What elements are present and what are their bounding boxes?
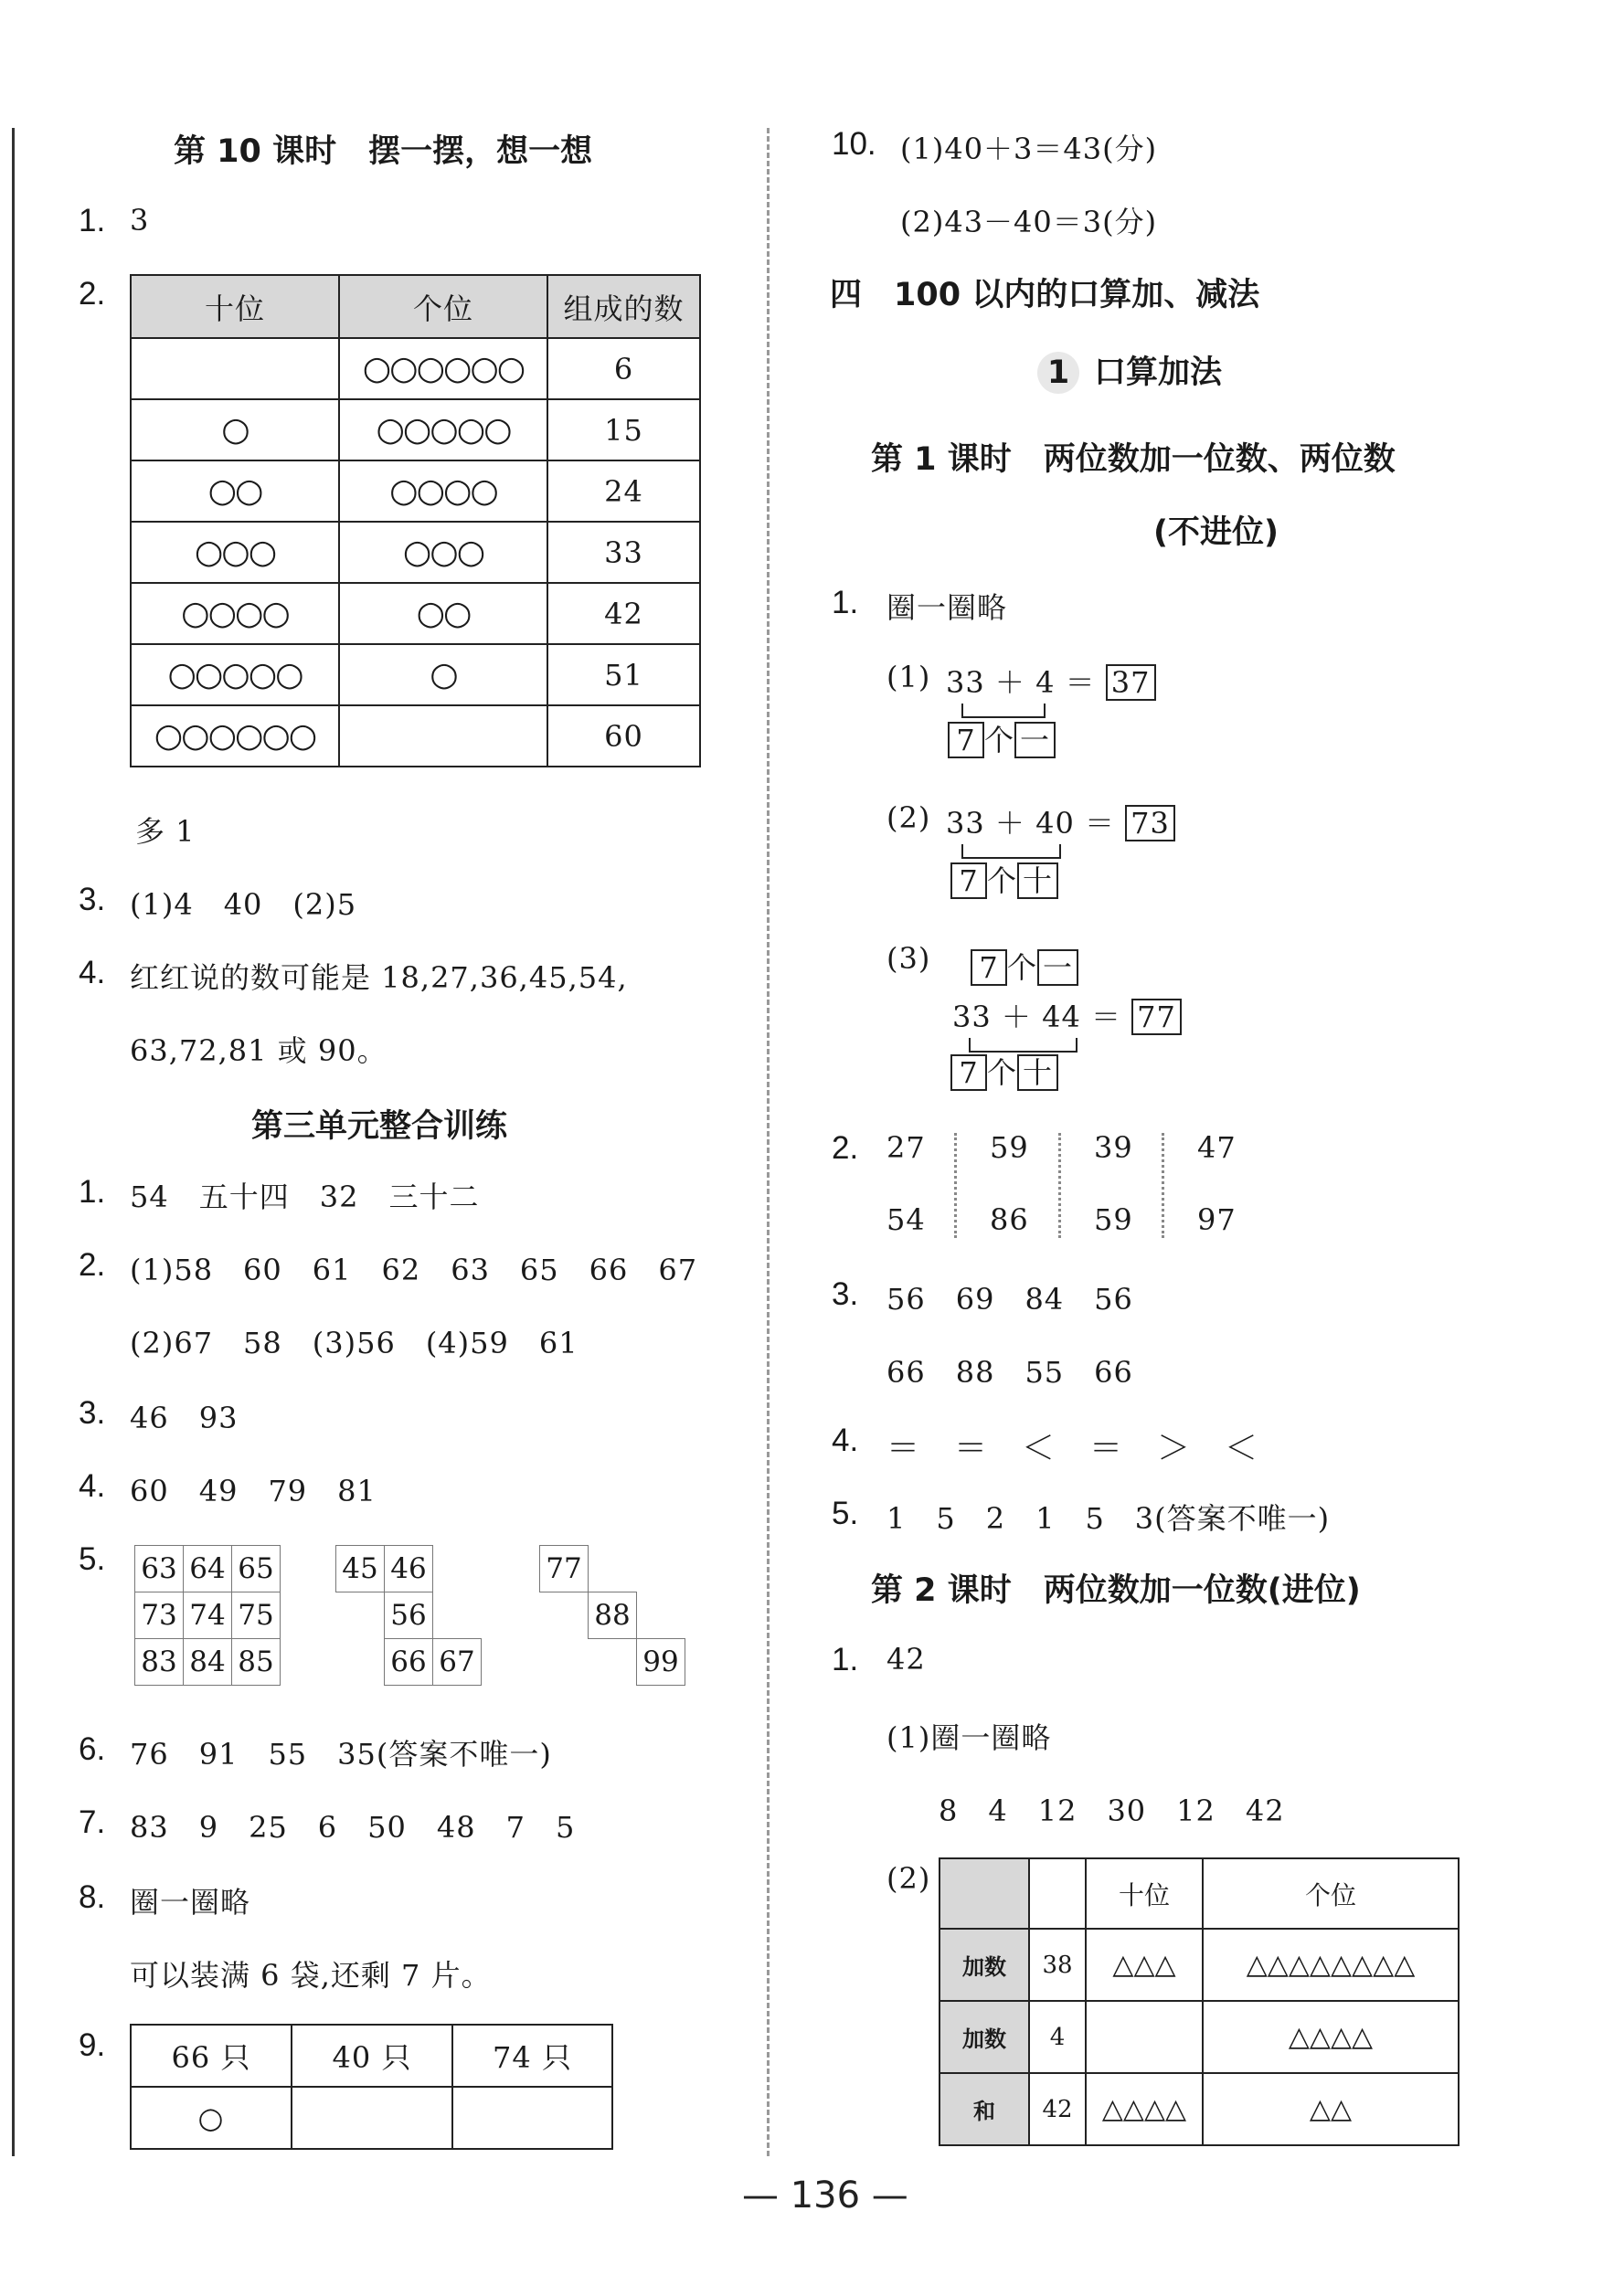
r3-line1: 56 69 84 56 [886, 1282, 1133, 1317]
u3-number: 3. [79, 1395, 106, 1431]
r2-cell: 27 [886, 1130, 926, 1165]
u1-answer: 54 五十四 32 三十二 [130, 1180, 480, 1214]
ones-cell: ○○○ [339, 522, 547, 583]
grid-cell: 88 [589, 1592, 637, 1639]
r1-p3-equation [952, 994, 1182, 1036]
tens-cell: ○○○○○ [131, 644, 339, 705]
tens-cell: ○○○○ [131, 583, 339, 644]
grid-cell: 63 [135, 1546, 184, 1592]
grid-cell: 99 [637, 1639, 685, 1686]
q3-number: 3. [79, 882, 106, 917]
bird-table-header: 66 只 [131, 2025, 292, 2087]
s1-number: 1. [832, 1642, 859, 1677]
ones-cell [339, 705, 547, 767]
q10-number: 10. [832, 126, 876, 162]
plus-sign: ＋ [1001, 1000, 1032, 1034]
grid-cell: 65 [232, 1546, 281, 1592]
place-value-row [131, 460, 700, 522]
digit-box: 十 [1017, 862, 1058, 899]
plus-sign: ＋ [994, 665, 1025, 700]
lesson1-heading: 第 1 课时 两位数加一位数、两位数 [871, 441, 1396, 478]
place-value-row [131, 644, 700, 705]
u8-line1: 圈一圈略 [130, 1885, 251, 1920]
r2-cell: 54 [886, 1202, 926, 1237]
dotted-separator [954, 1133, 957, 1238]
section-title: 口算加法 [1094, 354, 1223, 391]
chapter-heading: 四 100 以内的口算加、减法 [830, 277, 1260, 313]
r5-number: 5. [832, 1496, 859, 1531]
q4-line1: 红红说的数可能是 18,27,36,45,54, [130, 960, 628, 995]
r3-number: 3. [832, 1276, 859, 1312]
tens-triangles [1086, 2001, 1203, 2073]
r2-cell: 97 [1197, 1202, 1237, 1237]
triangle-row [940, 1929, 1459, 2001]
digit-box: 7 [948, 722, 984, 758]
u8-line2: 可以装满 6 袋,还剩 7 片。 [130, 1958, 492, 1993]
r1-number: 1. [832, 585, 859, 620]
digit-box: 7 [950, 1054, 987, 1091]
q4-number: 4. [79, 955, 106, 990]
addend: 44 [1042, 1000, 1081, 1034]
ones-cell: ○○○○○○ [339, 338, 547, 399]
r1-p1-label: (1) [886, 660, 931, 694]
addend: 33 [946, 665, 985, 700]
r2-cell: 39 [1094, 1130, 1133, 1165]
r1-p2-equation [946, 800, 1175, 842]
r1-p2-breakdown [950, 858, 1058, 900]
u4-answer: 60 49 79 81 [130, 1474, 377, 1508]
grid-cell: 85 [232, 1639, 281, 1686]
grid-cell: 45 [336, 1546, 385, 1592]
r1-p1-equation [946, 660, 1156, 702]
tri-header [1029, 1858, 1086, 1929]
bracket [961, 704, 1046, 718]
ones-header: 个位 [339, 275, 547, 338]
addend: 33 [952, 1000, 992, 1034]
u8-number: 8. [79, 1879, 106, 1915]
page-number: 136 [790, 2174, 861, 2217]
number-header: 组成的数 [547, 275, 700, 338]
u4-number: 4. [79, 1468, 106, 1504]
tri-header [940, 1858, 1029, 1929]
ones-cell: ○○○○○ [339, 399, 547, 460]
number-cell: 60 [547, 705, 700, 767]
u5-number: 5. [79, 1541, 106, 1577]
q1-answer: 3 [130, 203, 150, 238]
row-value: 4 [1029, 2001, 1086, 2073]
number-grid-3 [539, 1545, 685, 1686]
ones-triangles: △△ [1203, 2073, 1459, 2145]
grid-cell: 75 [232, 1592, 281, 1639]
tens-cell [131, 338, 339, 399]
grid-empty [336, 1592, 385, 1639]
number-grid-2 [335, 1545, 482, 1686]
triangle-row [940, 2073, 1459, 2145]
row-label: 加数 [940, 2001, 1029, 2073]
q1-number: 1. [79, 203, 106, 238]
tens-header: 十位 [131, 275, 339, 338]
left-margin-line [12, 128, 15, 2156]
number-cell: 33 [547, 522, 700, 583]
grid-cell: 67 [433, 1639, 482, 1686]
q3-answer: (1)4 40 (2)5 [130, 887, 357, 922]
s1-sub1-values: 8 4 12 30 12 42 [939, 1793, 1285, 1828]
section-badge: 1 [1037, 352, 1079, 394]
row-label: 加数 [940, 1929, 1029, 2001]
number-cell: 24 [547, 460, 700, 522]
bird-table [130, 2024, 613, 2150]
number-cell: 42 [547, 583, 700, 644]
grid-cell: 64 [184, 1546, 232, 1592]
place-value-row [131, 399, 700, 460]
u2-line2: (2)67 58 (3)56 (4)59 61 [130, 1326, 579, 1360]
unit-label: 个 [1007, 950, 1038, 985]
dotted-separator [1162, 1133, 1164, 1238]
addend: 33 [946, 806, 985, 841]
number-cell: 6 [547, 338, 700, 399]
place-value-row [131, 522, 700, 583]
row-value: 42 [1029, 2073, 1086, 2145]
q4-line2: 63,72,81 或 90。 [130, 1033, 387, 1068]
r3-line2: 66 88 55 66 [886, 1355, 1133, 1390]
grid-cell: 83 [135, 1639, 184, 1686]
digit-box: 一 [1014, 722, 1056, 758]
s1-answer: 42 [886, 1642, 926, 1677]
lesson2-heading: 第 2 课时 两位数加一位数(进位) [871, 1572, 1361, 1609]
u6-answer: 76 91 55 35(答案不唯一) [130, 1737, 552, 1772]
triangle-row [940, 2001, 1459, 2073]
u7-answer: 83 9 25 6 50 48 7 5 [130, 1810, 576, 1845]
q10-line1: (1)40＋3＝43(分) [900, 132, 1158, 166]
plus-sign: ＋ [994, 806, 1025, 841]
tens-cell: ○ [131, 399, 339, 460]
answer-box: 73 [1125, 805, 1175, 841]
page-number-line: — 136 — [742, 2174, 908, 2217]
equals-sign: ＝ [1084, 806, 1115, 841]
u9-number: 9. [79, 2027, 106, 2063]
u2-line1: (1)58 60 61 62 63 65 66 67 [130, 1253, 698, 1287]
number-cell: 51 [547, 644, 700, 705]
place-value-row [131, 338, 700, 399]
triangle-table [939, 1857, 1460, 2146]
place-value-table [130, 274, 701, 767]
r2-cell: 86 [990, 1202, 1029, 1237]
grid-cell: 74 [184, 1592, 232, 1639]
r4-number: 4. [832, 1423, 859, 1458]
digit-box: 7 [971, 949, 1007, 986]
column-divider [767, 128, 770, 2156]
q2-number: 2. [79, 276, 106, 312]
answer-box: 77 [1131, 999, 1182, 1035]
s1-sub2: (2) [886, 1861, 931, 1896]
equals-sign: ＝ [1065, 665, 1096, 700]
r2-cell: 59 [1094, 1202, 1133, 1237]
r1-p2-label: (2) [886, 800, 931, 835]
section-heading [1037, 347, 1222, 394]
u7-number: 7. [79, 1804, 106, 1840]
grid-cell: 77 [540, 1546, 589, 1592]
r4-answer: ＝ ＝ ＜ ＝ ＞ ＜ [886, 1430, 1259, 1467]
digit-box: 十 [1017, 1054, 1058, 1091]
unit-heading: 第三单元整合训练 [251, 1108, 508, 1145]
r2-cell: 59 [990, 1130, 1029, 1165]
place-value-row [131, 705, 700, 767]
tens-cell: ○○ [131, 460, 339, 522]
r1-p3-top [971, 945, 1078, 987]
tens-triangles: △△△ [1086, 1929, 1203, 2001]
addend: 40 [1035, 806, 1075, 841]
lesson1-subheading: (不进位) [1153, 514, 1279, 551]
unit-label: 个 [987, 863, 1018, 898]
q2-note: 多 1 [135, 814, 196, 849]
answer-box: 37 [1106, 664, 1156, 701]
ones-cell: ○○○○ [339, 460, 547, 522]
tens-cell: ○○○ [131, 522, 339, 583]
ones-cell: ○○ [339, 583, 547, 644]
dotted-separator [1058, 1133, 1061, 1238]
grid-empty [336, 1639, 385, 1686]
tens-cell: ○○○○○○ [131, 705, 339, 767]
equals-sign: ＝ [1090, 1000, 1121, 1034]
row-value: 38 [1029, 1929, 1086, 2001]
lesson-heading: 第 10 课时 摆一摆，想一想 [174, 133, 593, 170]
r2-number: 2. [832, 1130, 859, 1166]
number-grid-1 [134, 1545, 281, 1686]
grid-cell: 84 [184, 1639, 232, 1686]
q10-line2: (2)43－40＝3(分) [900, 205, 1158, 239]
u1-number: 1. [79, 1174, 106, 1210]
r1-p3-bottom [950, 1050, 1058, 1092]
grid-cell: 46 [385, 1546, 433, 1592]
bird-table-mark: ○ [131, 2087, 292, 2149]
bracket [961, 844, 1061, 859]
r1-p1-breakdown [948, 717, 1056, 759]
r1-p3-label: (3) [886, 941, 931, 976]
r2-cell: 47 [1197, 1130, 1237, 1165]
grid-cell: 73 [135, 1592, 184, 1639]
u2-number: 2. [79, 1247, 106, 1283]
r1-answer: 圈一圈略 [886, 590, 1008, 625]
tri-header: 个位 [1203, 1858, 1459, 1929]
ones-triangles: △△△△ [1203, 2001, 1459, 2073]
digit-box: 7 [950, 862, 987, 899]
unit-label: 个 [987, 1055, 1018, 1090]
grid-cell: 56 [385, 1592, 433, 1639]
digit-box: 一 [1037, 949, 1078, 986]
row-label: 和 [940, 2073, 1029, 2145]
addend: 4 [1035, 665, 1056, 700]
number-cell: 15 [547, 399, 700, 460]
place-value-row [131, 583, 700, 644]
bird-table-header: 74 只 [452, 2025, 612, 2087]
r5-answer: 1 5 2 1 5 3(答案不唯一) [886, 1501, 1331, 1536]
u3-answer: 46 93 [130, 1401, 239, 1435]
grid-cell: 66 [385, 1639, 433, 1686]
unit-label: 个 [984, 723, 1015, 757]
u6-number: 6. [79, 1731, 106, 1767]
tri-header: 十位 [1086, 1858, 1203, 1929]
s1-sub1: (1)圈一圈略 [886, 1720, 1052, 1755]
ones-cell: ○ [339, 644, 547, 705]
ones-triangles: △△△△△△△△ [1203, 1929, 1459, 2001]
tens-triangles: △△△△ [1086, 2073, 1203, 2145]
bird-table-header: 40 只 [292, 2025, 452, 2087]
